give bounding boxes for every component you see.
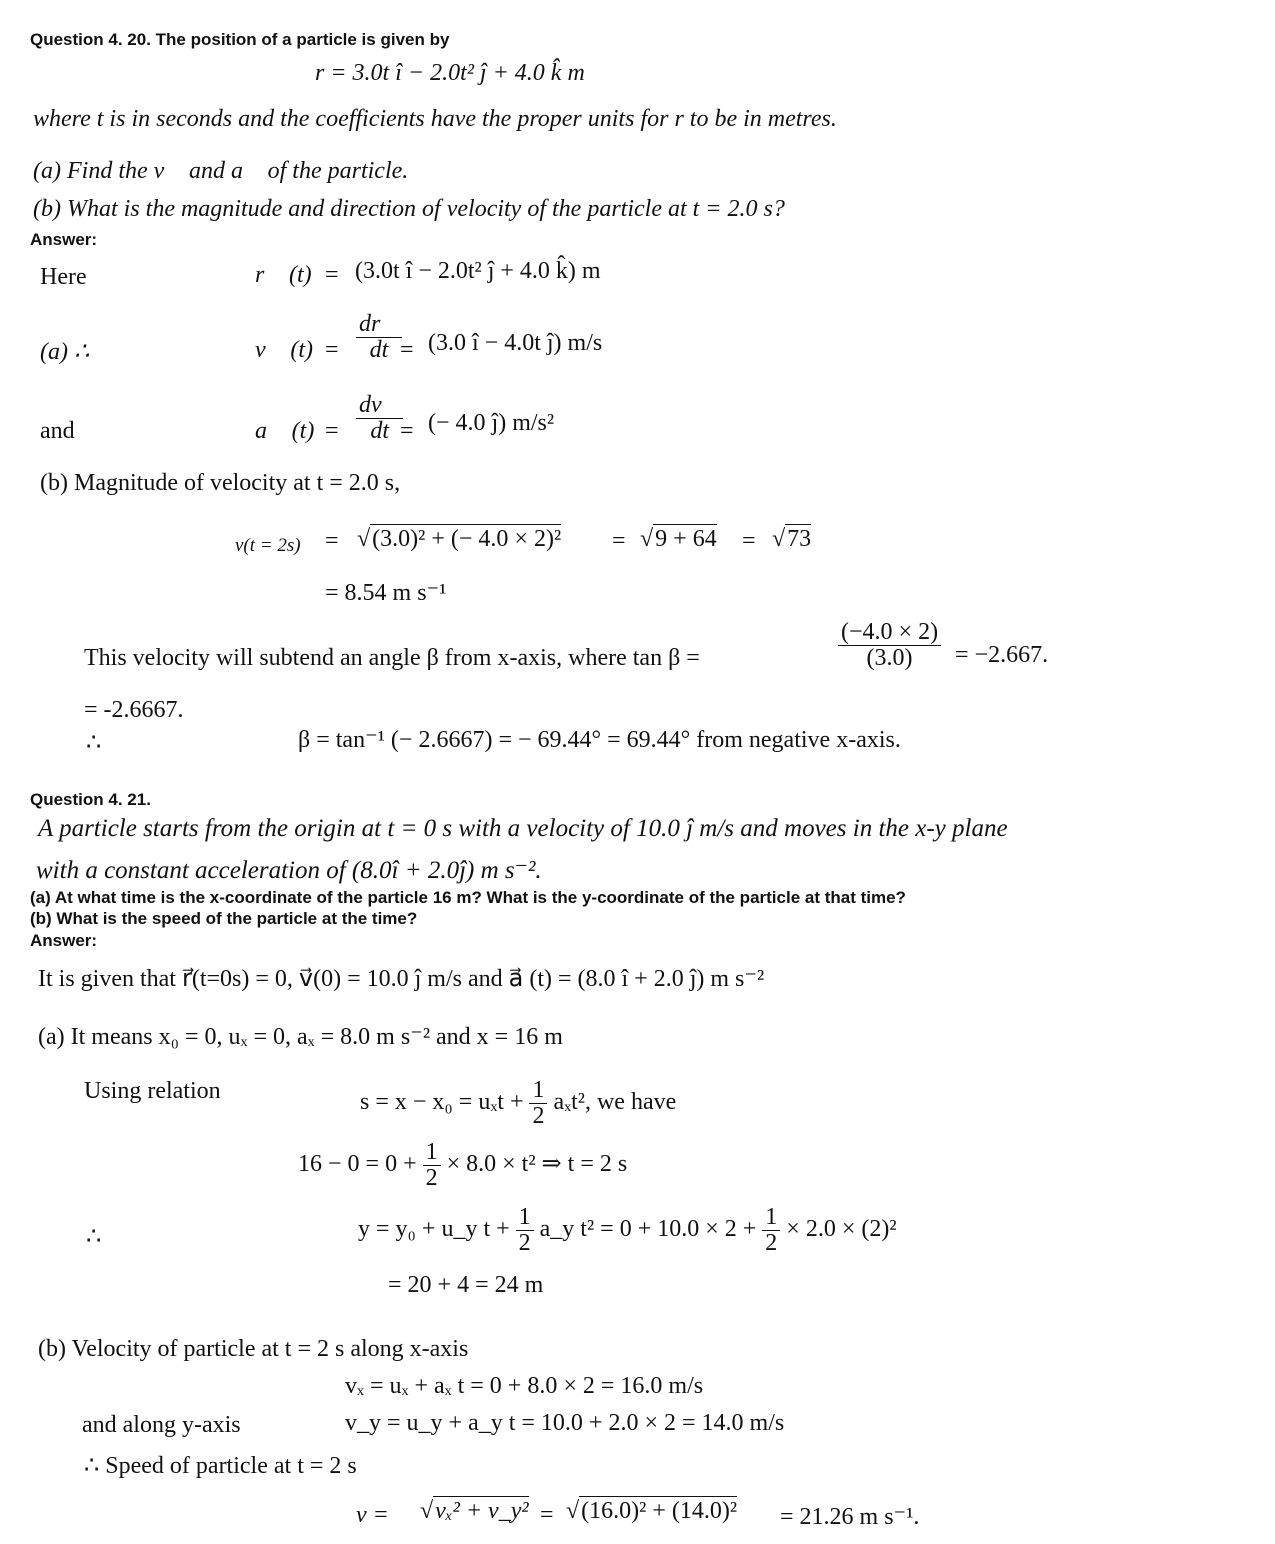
- q20-vmag-sqrt-2: √9 + 64: [640, 526, 717, 552]
- q21-relation-pre: s = x − x₀ = uₓt +: [360, 1089, 524, 1116]
- q20-vmag-sqrt-1-body: (3.0)² + (− 4.0 × 2)²: [372, 526, 562, 552]
- q21-relation: [360, 1078, 676, 1129]
- q20-angle-val: = −2.667.: [955, 642, 1049, 668]
- q21-speed-result: = 21.26 m s⁻¹.: [780, 1504, 920, 1530]
- q20-b-text: (b) Magnitude of velocity at t = 2.0 s,: [40, 470, 401, 496]
- q21-y-pre: y = y₀ + u_y t +: [358, 1216, 510, 1243]
- q21-y-one-a: 1: [516, 1205, 534, 1231]
- q21-speed-lhs: v =: [356, 1502, 389, 1528]
- q21-using-label: Using relation: [84, 1078, 221, 1104]
- q20-eq-1: =: [325, 262, 339, 288]
- q20-and-label: and: [40, 418, 75, 444]
- q21-y-post: × 2.0 × (2)²: [786, 1216, 897, 1243]
- q21-sub-one: 1: [423, 1140, 441, 1166]
- q21-sub-two: 2: [425, 1165, 438, 1192]
- q21-y-two-b: 2: [765, 1230, 778, 1257]
- q21-y-result: = 20 + 4 = 24 m: [388, 1272, 544, 1298]
- q21-answer-label: Answer:: [30, 931, 98, 950]
- q20-vmag-sqrt-3: √73: [772, 526, 812, 552]
- q20-acc-rhs: (− 4.0 ĵ) m/s²: [428, 410, 555, 436]
- q21-y-two-a: 2: [518, 1230, 531, 1257]
- q20-therefore: ∴: [86, 730, 102, 756]
- q20-beta-line: β = tan⁻¹ (− 2.6667) = − 69.44° = 69.44° from negative x-axis.: [298, 727, 901, 753]
- q20-angle-den: (3.0): [866, 645, 913, 672]
- q21-vy-line: v_y = u_y + a_y t = 10.0 + 2.0 × 2 = 14.0 m/s: [345, 1410, 785, 1436]
- q20-angle-line-2: = -2.6667.: [84, 697, 184, 723]
- q21-substitution: [298, 1140, 627, 1191]
- q20-r-lhs: r⃗ (t): [255, 262, 312, 288]
- q21-given: It is given that r⃗(t=0s) = 0, v⃗(0) = 10.0 ĵ m/s and a⃗ (t) = (8.0 î + 2.0 ĵ) m s⁻²: [38, 966, 765, 992]
- q20-vmag-sqrt-1: √(3.0)² + (− 4.0 × 2)²: [357, 526, 562, 552]
- q21-y-one-b: 1: [762, 1205, 780, 1231]
- q20-answer-label: Answer:: [30, 230, 98, 249]
- q21-relation-post: aₓt², we have: [553, 1089, 677, 1116]
- q21-speed-line: ∴ Speed of particle at t = 2 s: [84, 1453, 357, 1479]
- q21-sub-pre: 16 − 0 = 0 +: [298, 1151, 417, 1178]
- q21-part-b: (b) What is the speed of the particle at the time?: [30, 909, 418, 928]
- q21-b-line: (b) Velocity of particle at t = 2 s along x-axis: [38, 1336, 469, 1362]
- q20-eq-8: =: [742, 528, 756, 554]
- q20-equation: r = 3.0t î − 2.0t² ĵ + 4.0 k̂ m: [315, 60, 585, 86]
- q21-statement-2: with a constant acceleration of (8.0î + 2.0ĵ) m s⁻².: [36, 857, 542, 884]
- q20-here-label: Here: [40, 264, 87, 290]
- q21-speed-sqrt-1: √vₓ² + v_y²: [420, 1498, 529, 1524]
- q20-vmag-sqrt-3-body: 73: [787, 526, 812, 552]
- q20-eq-2: =: [325, 337, 339, 363]
- q21-speed-sqrt-1-body: vₓ² + v_y²: [435, 1498, 529, 1524]
- q21-speed-sqrt-2-body: (16.0)² + (14.0)²: [581, 1498, 738, 1524]
- q21-y-equation: [358, 1205, 897, 1256]
- q20-heading: Question 4. 20. The position of a particle is given by: [30, 30, 450, 49]
- q20-angle-num: (−4.0 × 2): [838, 620, 941, 646]
- q21-eq-1: =: [540, 1502, 554, 1528]
- q20-acc-lhs: a⃗ (t): [255, 418, 315, 444]
- q21-y-mid: a_y t² = 0 + 10.0 × 2 +: [539, 1216, 757, 1243]
- q21-heading: Question 4. 21.: [30, 790, 151, 809]
- q20-v-rhs: (3.0 î − 4.0t ĵ) m/s: [428, 330, 603, 356]
- q20-vmag-lhs: v(t = 2s): [235, 535, 301, 556]
- q20-vmag-result: = 8.54 m s⁻¹: [325, 580, 447, 606]
- q21-statement-1: A particle starts from the origin at t = 0 s with a velocity of 10.0 ĵ m/s and moves in the x-y plane: [38, 815, 1008, 842]
- q20-part-b: (b) What is the magnitude and direction of velocity of the particle at t = 2.0 s?: [33, 196, 785, 222]
- q20-part-a: (a) Find the v⃗ and a⃗ of the particle.: [33, 158, 409, 184]
- q20-dt-1: dt: [369, 337, 389, 364]
- q20-eq-7: =: [612, 528, 626, 554]
- q20-eq-4: =: [325, 418, 339, 444]
- q21-vx-line: vₓ = uₓ + aₓ t = 0 + 8.0 × 2 = 16.0 m/s: [345, 1373, 704, 1399]
- q20-vmag-sqrt-2-body: 9 + 64: [655, 526, 717, 552]
- q20-eq-6: =: [325, 528, 339, 554]
- q21-therefore: ∴: [86, 1224, 102, 1250]
- q21-part-a: (a) At what time is the x-coordinate of the particle 16 m? What is the y-coordinate of the particle at that time?: [30, 888, 906, 907]
- q20-note: where t is in seconds and the coefficients have the proper units for r to be in metres.: [33, 106, 837, 132]
- q20-dr: dr⃗: [356, 312, 402, 338]
- q20-dr-dt: [356, 312, 402, 363]
- q20-eq-3: =: [400, 337, 414, 363]
- q20-dv: dv⃗: [356, 393, 403, 419]
- q20-r-rhs: (3.0t î − 2.0t² ĵ + 4.0 k̂) m: [355, 258, 601, 284]
- q20-dt-2: dt: [370, 418, 389, 445]
- q21-rel-one: 1: [529, 1078, 547, 1104]
- q20-v-lhs: v⃗ (t): [255, 337, 313, 363]
- q21-a-line: (a) It means x₀ = 0, uₓ = 0, aₓ = 8.0 m s⁻² and x = 16 m: [38, 1024, 563, 1050]
- q21-rel-two: 2: [532, 1103, 545, 1130]
- q20-angle-text: This velocity will subtend an angle β from x-axis, where tan β =: [84, 645, 700, 671]
- q21-speed-sqrt-2: √(16.0)² + (14.0)²: [566, 1498, 738, 1524]
- q20-a-label: (a) ∴: [40, 339, 90, 365]
- q20-eq-5: =: [400, 418, 414, 444]
- q21-along-y: and along y-axis: [82, 1412, 241, 1438]
- q20-dv-dt: [356, 393, 403, 444]
- q20-angle-frac: [838, 620, 941, 671]
- q21-sub-post: × 8.0 × t² ⇒ t = 2 s: [446, 1151, 628, 1178]
